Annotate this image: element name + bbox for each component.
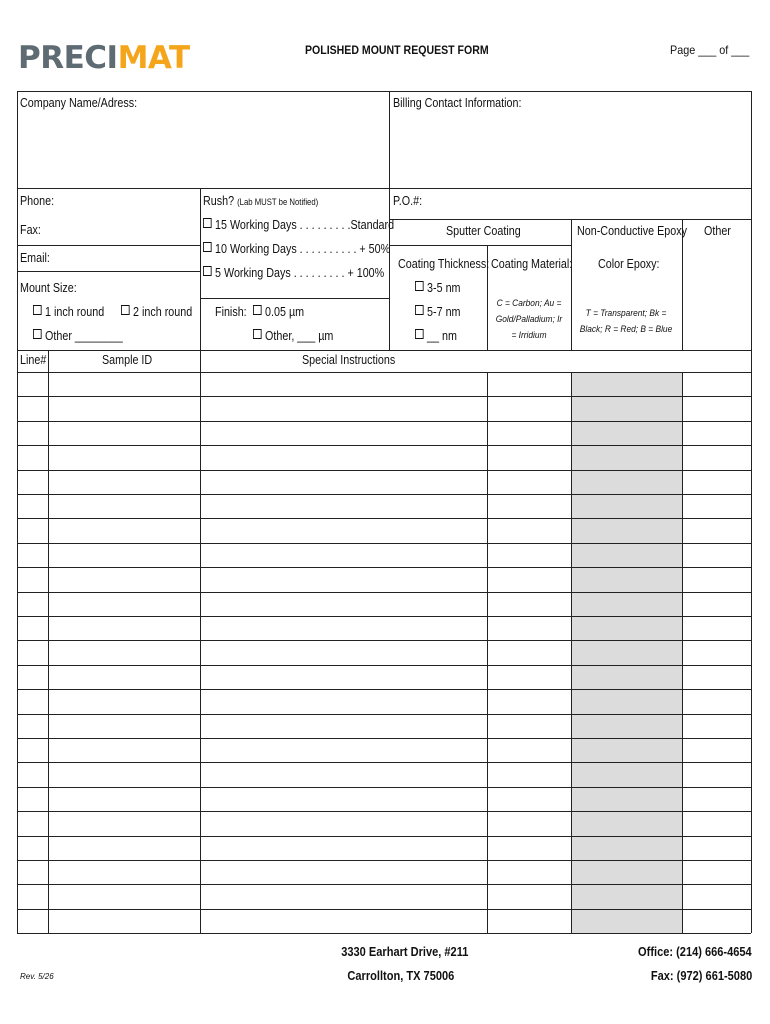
finish-option-2[interactable]: Other, ___ µm <box>253 329 333 343</box>
email-label: Email: <box>20 251 50 265</box>
checkbox[interactable] <box>203 266 212 276</box>
table-row[interactable] <box>18 397 750 420</box>
table-row[interactable] <box>18 617 750 640</box>
address-line-2: Carrollton, TX 75006 <box>347 968 455 983</box>
thickness-option-2[interactable]: 5-7 nm <box>415 305 460 319</box>
sputter-coating-header: Sputter Coating <box>446 224 521 238</box>
rush-option-1[interactable]: 15 Working Days . . . . . . . . .Standard <box>203 218 394 232</box>
checkbox[interactable] <box>33 305 42 315</box>
fax-label: Fax: <box>20 223 41 237</box>
address-line-1: 3330 Earhart Drive, #211 <box>341 944 469 959</box>
non-conductive-epoxy-header: Non-Conductive Epoxy <box>577 224 687 238</box>
table-row[interactable] <box>18 837 750 860</box>
table-row[interactable] <box>18 861 750 884</box>
table-row[interactable] <box>18 885 750 908</box>
table-row[interactable] <box>18 690 750 713</box>
coating-material-note: C = Carbon; Au = Gold/Palladium; Ir = Irridium <box>495 298 563 341</box>
table-col-line <box>751 350 752 933</box>
rush-label: Rush? (Lab MUST be Notified) <box>203 194 319 208</box>
revision-label: Rev. 5/26 <box>20 972 54 981</box>
table-row[interactable] <box>18 593 750 616</box>
table-row[interactable] <box>18 373 750 396</box>
mount-option-3[interactable]: Other ________ <box>33 329 123 343</box>
checkbox[interactable] <box>33 329 42 339</box>
table-row[interactable] <box>18 544 750 567</box>
table-row[interactable] <box>18 495 750 518</box>
checkbox[interactable] <box>415 281 424 291</box>
table-row[interactable] <box>18 471 750 494</box>
table-row[interactable] <box>18 641 750 664</box>
table-row[interactable] <box>18 715 750 738</box>
table-row[interactable] <box>18 910 750 933</box>
fax-number: Fax: (972) 661-5080 <box>650 968 752 983</box>
office-phone: Office: (214) 666-4654 <box>638 944 752 959</box>
col-sample-header: Sample ID <box>102 353 153 367</box>
table-row[interactable] <box>18 763 750 786</box>
color-epoxy-label: Color Epoxy: <box>598 257 660 271</box>
checkbox[interactable] <box>415 329 424 339</box>
coating-material-label: Coating Material: <box>491 257 573 271</box>
phone-label: Phone: <box>20 194 55 208</box>
thickness-option-1[interactable]: 3-5 nm <box>415 281 460 295</box>
checkbox[interactable] <box>203 218 212 228</box>
rush-option-3[interactable]: 5 Working Days . . . . . . . . . + 100% <box>203 266 384 280</box>
mount-size-label: Mount Size: <box>20 281 77 295</box>
checkbox[interactable] <box>415 305 424 315</box>
coating-thickness-label: Coating Thickness: <box>398 257 490 271</box>
table-row[interactable] <box>18 568 750 591</box>
col-special-header: Special Instructions <box>302 353 396 367</box>
checkbox[interactable] <box>253 305 262 315</box>
thickness-option-3[interactable]: __ nm <box>415 329 457 343</box>
table-row[interactable] <box>18 666 750 689</box>
mount-option-1[interactable]: 1 inch round <box>33 305 104 319</box>
table-row-line <box>17 350 751 351</box>
mount-option-2[interactable]: 2 inch round <box>121 305 192 319</box>
table-row[interactable] <box>18 812 750 835</box>
page-number: Page ___ of ___ <box>670 43 750 57</box>
table-row[interactable] <box>18 446 750 469</box>
checkbox[interactable] <box>121 305 130 315</box>
checkbox[interactable] <box>253 329 262 339</box>
color-epoxy-note: T = Transparent; Bk = Black; R = Red; B = Blue <box>579 308 673 335</box>
po-label: P.O.#: <box>393 194 423 208</box>
table-row-line <box>17 933 751 934</box>
form-title: POLISHED MOUNT REQUEST FORM <box>305 43 489 57</box>
finish-label: Finish: <box>215 305 247 319</box>
table-row[interactable] <box>18 519 750 542</box>
col-line-header: Line# <box>20 353 47 367</box>
rush-option-2[interactable]: 10 Working Days . . . . . . . . . . + 50% <box>203 242 390 256</box>
table-row[interactable] <box>18 739 750 762</box>
billing-label: Billing Contact Information: <box>393 96 522 110</box>
table-row[interactable] <box>18 422 750 445</box>
other-header: Other <box>704 224 731 238</box>
table-row[interactable] <box>18 788 750 811</box>
precimat-logo: PRECIMAT <box>18 40 190 76</box>
finish-option-1[interactable]: 0.05 µm <box>253 305 304 319</box>
checkbox[interactable] <box>203 242 212 252</box>
company-label: Company Name/Adress: <box>20 96 138 110</box>
